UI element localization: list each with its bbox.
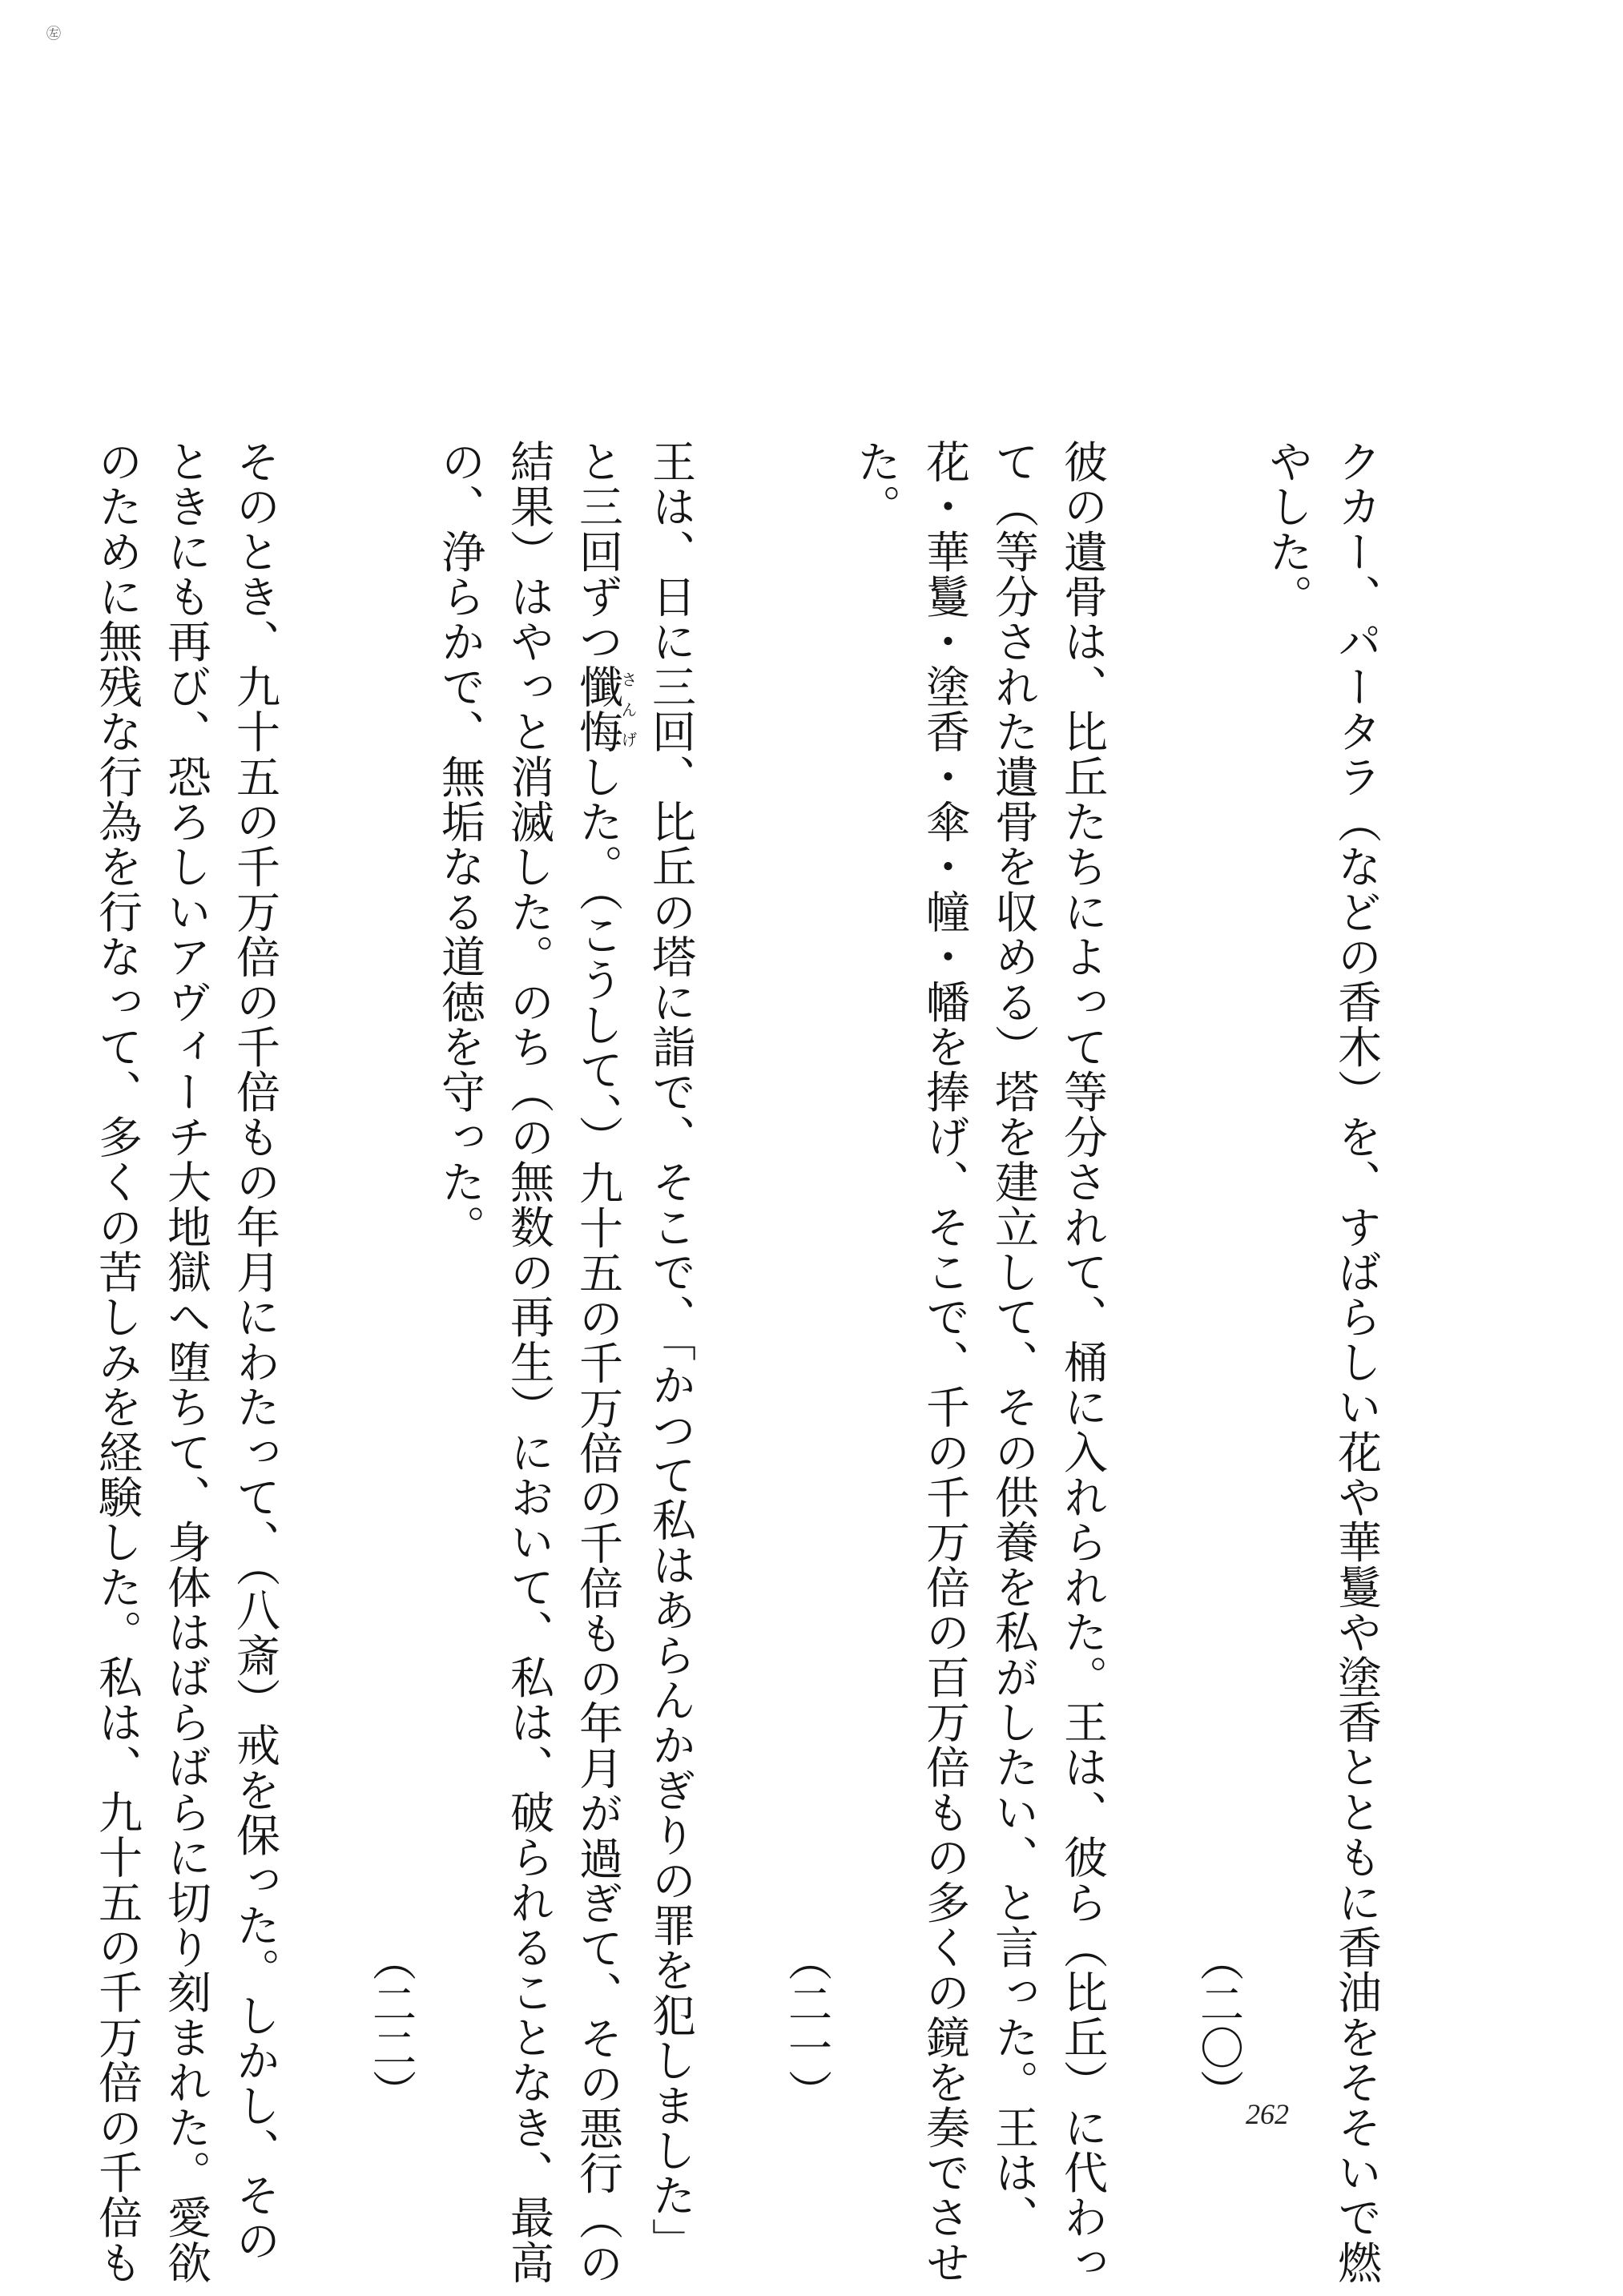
- text-line: て（等分された遺骨を収める）塔を建立して、その供養を私がしたい、と言った。王は、: [988, 439, 1039, 2240]
- verse-number: （二一）: [781, 1937, 832, 2113]
- text-line: 彼の遺骨は、比丘たちによって等分されて、桶に入れられた。王は、彼ら（比丘）に代わっ: [1057, 439, 1108, 2286]
- verse-number: （二二）: [365, 1937, 417, 2113]
- furigana-reading: さんげ: [618, 664, 638, 755]
- furigana-word: 懺悔さんげ: [572, 664, 638, 755]
- verse-number: （二〇）: [1193, 1937, 1244, 2113]
- text-line: た。: [850, 439, 901, 530]
- text-line: ときにも再び、恐ろしいアヴィーチ大地獄へ堕ちて、身体はばらばらに切り刻まれた。愛欲: [160, 439, 211, 2286]
- verse-22: [356, 439, 705, 2286]
- text-line: の、浄らかで、無垢なる道徳を守った。: [434, 439, 485, 1250]
- verse-21: [772, 439, 1117, 2286]
- text-line: クカー、パータラ（などの香木）を、すばらしい花や華鬘や塗香とともに香油をそそいで燃: [1331, 439, 1382, 2286]
- text-line: のために無残な行為を行なって、多くの苦しみを経験した。私は、九十五の千万倍の千倍も: [91, 439, 143, 2286]
- text-line: 結果）はやっと消滅した。のち（の無数の再生）において、私は、破られることなき、最高: [503, 439, 554, 2286]
- text-line: と三回ずつ懺悔さんげした。（こうして、）九十五の千万倍の千倍もの年月が過ぎて、その悪行（の: [572, 439, 638, 2286]
- text-line: 花・華鬘・塗香・傘・幢・幡を捧げ、そこで、千の千万倍の百万倍もの多くの鏡を奏でさせ: [919, 439, 970, 2286]
- page-number: 262: [1246, 2098, 1289, 2130]
- corner-mark: ㊧: [46, 26, 61, 42]
- text-line: 王は、日に三回、比丘の塔に詣で、そこで、「かつて私はあらんかぎりの罪を犯しました」: [645, 439, 696, 2263]
- text-line: そのとき、九十五の千万倍の千倍もの年月にわたって、（八斎）戒を保った。しかし、その: [229, 439, 280, 2263]
- verse-23: [83, 439, 289, 2286]
- text-line: やした。: [1262, 439, 1313, 619]
